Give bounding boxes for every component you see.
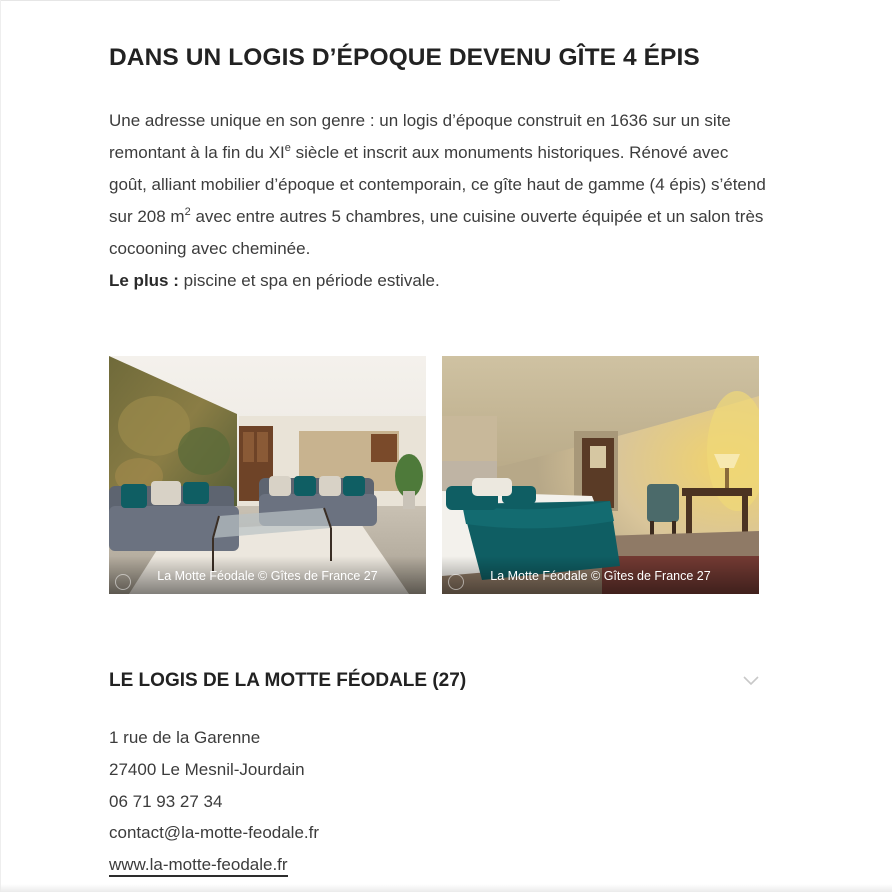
phone-number: 06 71 93 27 34 (109, 791, 223, 811)
website-link[interactable]: www.la-motte-feodale.fr (109, 855, 288, 877)
living-room-photo[interactable] (109, 356, 426, 594)
intro-superscript-square: 2 (184, 206, 191, 218)
plus-text: piscine et spa en période estivale. (178, 271, 440, 290)
address-street: 1 rue de la Garenne (109, 728, 261, 747)
intro-text-2: siècle et inscrit aux monuments historiques. Rénové avec goût, alliant mobilier d’époque et contemporain, ce gîte haut de gamme (4 épis) s’étend sur 208 m (109, 143, 766, 226)
photo-gallery (109, 356, 759, 594)
watermark-icon (448, 574, 464, 590)
bedroom-photo[interactable] (442, 356, 759, 594)
intro-text-1: Une adresse unique en son genre : un logis d’époque construit en 1636 sur un site remontant à la fin du XI (109, 111, 731, 162)
intro-text-3: avec entre autres 5 chambres, une cuisine ouverte équipée et un salon très cocooning avec cheminée. (109, 207, 764, 258)
email-address: contact@la-motte-feodale.fr (109, 823, 320, 843)
intro-paragraph (109, 105, 769, 297)
watermark-icon (115, 574, 131, 590)
intro-superscript-century: e (284, 142, 291, 154)
section-title: DANS UN LOGIS D’ÉPOQUE DEVENU GÎTE 4 ÉPIS (109, 44, 700, 71)
photo-caption: La Motte Féodale © Gîtes de France 27 (442, 556, 759, 594)
address-city: 27400 Le Mesnil-Jourdain (109, 759, 305, 779)
photo-caption: La Motte Féodale © Gîtes de France 27 (109, 556, 426, 594)
accordion-header[interactable] (109, 664, 759, 698)
left-divider (0, 0, 1, 892)
bottom-fade (0, 884, 892, 892)
contact-details (109, 722, 759, 881)
chevron-down-icon[interactable] (743, 674, 759, 686)
plus-label: Le plus : (109, 271, 179, 290)
accordion-title: LE LOGIS DE LA MOTTE FÉODALE (27) (109, 670, 467, 691)
top-divider (0, 0, 560, 1)
